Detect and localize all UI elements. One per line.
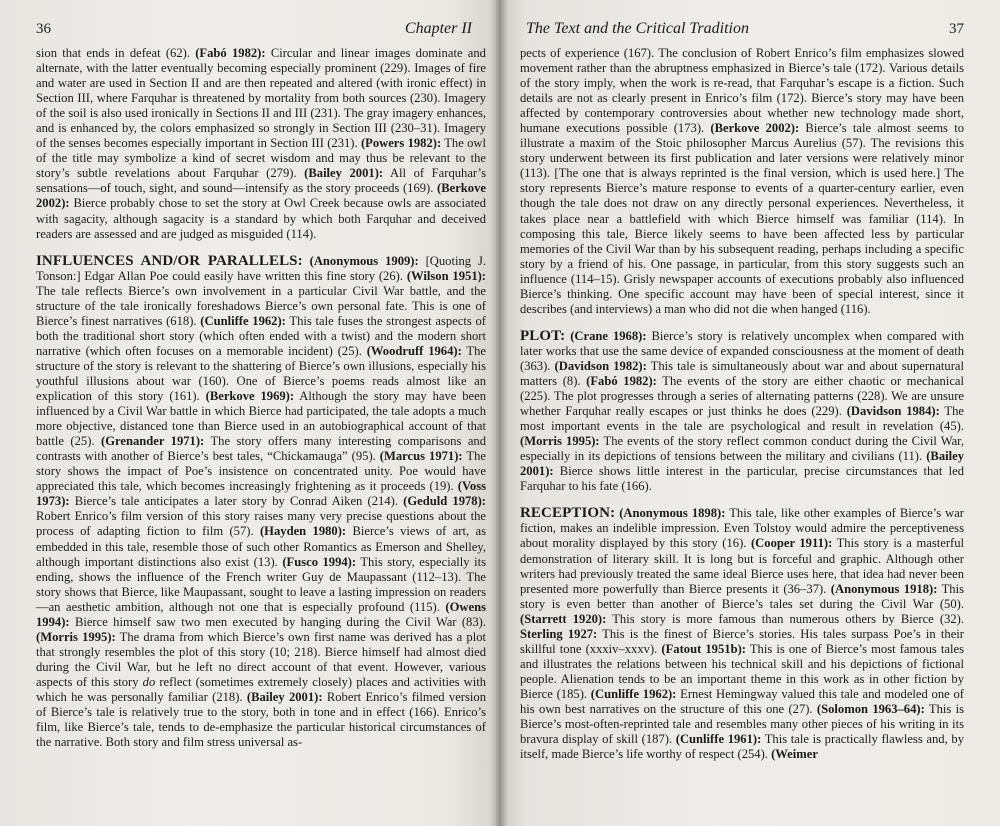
left-chapter-title: Chapter II	[404, 20, 472, 37]
text-run: Circular and linear images dominate and alternate, with the latter eventually becoming especially prominent (229). Images of fire and water are used in Section II and are then repeated and altered (with ironic effect) in Section III, where Farquhar is threatened by mortality from both sources (230). Imagery of the soil is also used ironically in Sections II and III (231). The gray imagery enhances, and is enhanced by, the colors emphasized so strongly in Section III (230–31). Imagery of the senses becomes especially important in Section III (231).	[36, 46, 486, 151]
text-run: The most important events in the tale are psychological and result in revelation (45).	[520, 404, 965, 434]
right-body-text	[520, 46, 964, 762]
text-run: Bierce’s tale almost seems to illustrate a maxim of the Stoic philosopher Marcus Aurelius (57). The revisions this story underwent between its first publication and later versions were relatively minor (113). [The one that is always reprinted is the final version, which is used here.] The story represents Bierce’s mature response to events of a quarter-century earlier, even though the tale does not draw on any directly personal experiences. Nevertheless, it takes place near a battlefield with which Bierce himself was familiar (114). In composing this tale, Bierce likely seems to have been affected less by particular memories of the Civil War than by his subsequent reading, perhaps including a specific story by a friend of his. One passage, in particular, from this story suggests such an influence (114–15). Grisly newspaper accounts of executions probably also influenced Bierce’s thinking. One specific account may have been of special interest, since it describes (and interviews) a man who did not die when hanged (116).	[520, 121, 964, 316]
text-run: The tale reflects Bierce’s own involvement in a particular Civil War battle, and the structure of the tale ironically foreshadows Bierce’s own personal fate. This is one of Bierce’s finest narratives (618).	[36, 283, 486, 328]
right-section-title: The Text and the Critical Tradition	[526, 20, 749, 37]
citation: (Weimer	[771, 747, 818, 762]
citation: (Anonymous 1898):	[619, 506, 726, 521]
citation: (Woodruff 1964):	[366, 343, 462, 358]
citation: (Cooper 1911):	[750, 536, 833, 551]
citation: (Cunliffe 1961):	[675, 732, 762, 747]
right-running-head	[520, 20, 964, 46]
text-run: The story offers many interesting comparisons and contrasts with another of Bierce’s best tales, “Chickamauga” (95).	[36, 434, 487, 464]
text-run: Although the story may have been influenced by a Civil War battle in which Bierce had participated, the tale adopts a much more objective, distanced tone than Bierce used in an autobiographical account of that battle (25).	[36, 389, 487, 449]
citation: (Anonymous 1918):	[830, 581, 938, 596]
text-run: This is the finest of Bierce’s stories. His tales surpass Poe’s in their skillful tone (xxxiv–xxxv).	[520, 626, 964, 656]
citation: (Voss 1973):	[36, 479, 486, 509]
section-heading: PLOT:	[520, 327, 566, 344]
left-body-text	[36, 46, 486, 750]
citation: (Powers 1982):	[360, 136, 442, 151]
text-run: The story shows the impact of Poe’s insistence on concentrated unity. Poe would have appreciated this tale, which becomes increasingly frightening as it proceeds (19).	[36, 449, 486, 494]
text-run: The drama from which Bierce’s own first name was derived has a plot that strongly resembles the plot of this story (10; 218). Bierce himself had almost died during the Civil War, but he left no direct account of that event. However, various aspects of this story	[36, 629, 486, 689]
text-run: The structure of the story is relevant to the shattering of Bierce’s own illusions, especially his youthful illusions about war (160). One of Bierce’s poems reads almost like an explication of this story (161).	[36, 343, 486, 404]
text-run: This tale, like other examples of Bierce’s war fiction, makes an indelible impression. Even Tolstoy would admire the perceptiveness about morality displayed by this story (16).	[520, 506, 965, 551]
citation: (Morris 1995):	[36, 629, 116, 644]
citation: (Starrett 1920):	[520, 611, 607, 626]
section-heading: INFLUENCES AND/OR PARALLELS:	[36, 252, 303, 269]
text-run	[303, 254, 310, 268]
paragraph	[520, 506, 964, 762]
text-run: Bierce’s tale anticipates a later story by Conrad Aiken (214).	[69, 494, 404, 509]
text-run: This story, especially its ending, shows the influence of the French writer Guy de Maupassant (112–13). The story shows that Bierce, like Maupassant, sought to leave a lasting impression on readers—an aesthetic ambition, although not one that is especially profound (115).	[36, 554, 486, 614]
citation: (Bailey 2001):	[304, 166, 384, 181]
text-run: Bierce’s story is relatively uncomplex when compared with later works that use the same device of expanded consciousness at the moment of death (363).	[520, 328, 964, 373]
citation: (Geduld 1978):	[403, 494, 486, 509]
citation: (Owens 1994):	[36, 599, 486, 629]
text-run: This tale is practically flawless and, by itself, made Bierce’s life worthy of respect (254).	[520, 732, 964, 762]
citation: (Berkove 1969):	[205, 389, 295, 404]
text-run: The events of the story reflect common conduct during the Civil War, especially in its depictions of tensions between the military and civilians (11).	[520, 434, 965, 464]
right-page-number: 37	[949, 21, 964, 37]
text-run: This is one of Bierce’s most famous tales and illustrates the relations between his technical skill and his depictions of fictional people. Alienation tends to be an important theme in this work as in other fiction by Bierce (185).	[520, 641, 964, 701]
text-run: This tale is simultaneously about war and about supernatural matters (8).	[520, 358, 964, 388]
left-running-head	[36, 20, 486, 46]
citation: (Fusco 1994):	[282, 554, 357, 569]
text-run: Bierce shows little interest in the particular, precise circumstances that led Farquhar to his fate (166).	[520, 464, 964, 494]
text-run: The events of the story are either chaotic or mechanical (225). The plot progresses through a series of alternating patterns (228). We are unsure whether Farquhar really escapes or just thinks he does (229).	[520, 373, 964, 419]
paragraph	[520, 46, 964, 317]
citation: (Grenander 1971):	[101, 434, 205, 449]
paragraph	[36, 46, 486, 242]
text-run: The owl of the title may symbolize a kind of secret wisdom and may thus be relevant to the story’s subtle revelations about Farquhar (279).	[36, 136, 486, 181]
text-run: Bierce himself saw two men executed by hanging during the Civil War (83).	[69, 614, 486, 629]
text-run: This story is a masterful demonstration of literary skill. It is long but is forceful and graphic. Although other writers had previously treated the same ideal Bierce uses here, that idea had never been presented more powerfully than Bierce presents it (36–37).	[520, 536, 965, 596]
citation: (Cunliffe 1962):	[590, 686, 677, 701]
citation: (Bailey 2001):	[246, 689, 323, 704]
citation: (Wilson 1951):	[406, 268, 487, 283]
text-run: [Quoting J. Tonson:] Edgar Allan Poe could easily have written this fine story (26).	[36, 253, 486, 283]
left-page-number: 36	[36, 21, 51, 37]
text-run: Robert Enrico’s filmed version of Bierce’s tale is relatively true to the story, both in tone and in effect (166). Enrico’s film, like Bierce’s tale, tends to de-emphasize the particular historical circumstances of the narrative. Both story and film stress universal as-	[36, 689, 486, 750]
text-run: do	[142, 674, 156, 689]
citation: (Hayden 1980):	[259, 524, 347, 539]
text-run: All of Farquhar’s sensations—of touch, sight, and sound—intensify as the story proceeds (169).	[36, 166, 486, 196]
citation: (Crane 1968):	[570, 328, 647, 343]
text-run: This story is even better than another of Bierce’s tales set during the Civil War (50).	[520, 581, 964, 611]
right-page	[496, 0, 1000, 826]
citation: (Solomon 1963–64):	[816, 701, 925, 716]
text-run: Bierce’s views of art, as embedded in this tale, resemble those of such other Romantics as Emerson and Shelley, although important distinctions also exist (13).	[36, 524, 486, 569]
text-run: This is Bierce’s most-often-reprinted tale and resembles many other pieces of his writing in its bravura display of skill (187).	[520, 701, 965, 747]
text-run: sion that ends in defeat (62).	[36, 46, 196, 60]
citation: (Berkove 2002):	[36, 181, 486, 211]
citation: (Berkove 2002):	[710, 121, 800, 136]
text-run: This story is more famous than numerous others by Bierce (32).	[606, 611, 964, 626]
citation: (Fabó 1982):	[586, 373, 657, 388]
paragraph	[36, 254, 486, 751]
citation: Sterling 1927:	[520, 626, 598, 641]
citation: (Fabó 1982):	[195, 46, 266, 60]
text-run: reflect (sometimes extremely closely) places and activities with which he was personally familiar (218).	[36, 674, 486, 704]
citation: (Davidson 1982):	[554, 358, 647, 373]
citation: (Cunliffe 1962):	[200, 313, 286, 328]
text-run: pects of experience (167). The conclusion of Robert Enrico’s film emphasizes slowed movement rather than the abruptness emphasized in Bierce’s tale (172). Various details of the story imply, when the work is re-read, that Farquhar’s escape is a fiction. Such details are not as clearly present in Enrico’s film (172). Bierce’s story may have been affected by contemporary controversies about whether new technology made short, humane executions possible (173).	[520, 46, 964, 136]
left-page	[0, 0, 496, 826]
citation: (Bailey 2001):	[520, 449, 964, 479]
text-run: Robert Enrico’s film version of this story raises many very precise questions about the process of adapting fiction to film (57).	[36, 509, 486, 539]
section-heading: RECEPTION:	[520, 505, 616, 522]
paragraph	[520, 329, 964, 495]
text-run: Bierce probably chose to set the story at Owl Creek because owls are associated with sagacity, although sagacity is a standard by which both Farquhar and deceived readers are assessed and are judged as misguided (114).	[36, 196, 486, 241]
citation: (Anonymous 1909):	[309, 253, 419, 268]
citation: (Fatout 1951b):	[661, 641, 746, 656]
text-run: This tale fuses the strongest aspects of both the traditional short story (which often ended with a twist) and the modern short narrative (which often focuses on a memorable incident) (25).	[36, 313, 486, 358]
citation: (Marcus 1971):	[379, 449, 463, 464]
citation: (Davidson 1984):	[846, 404, 940, 419]
citation: (Morris 1995):	[520, 434, 600, 449]
text-run: Ernest Hemingway valued this tale and modeled one of his own best narratives on the structure of this one (27).	[520, 686, 964, 716]
